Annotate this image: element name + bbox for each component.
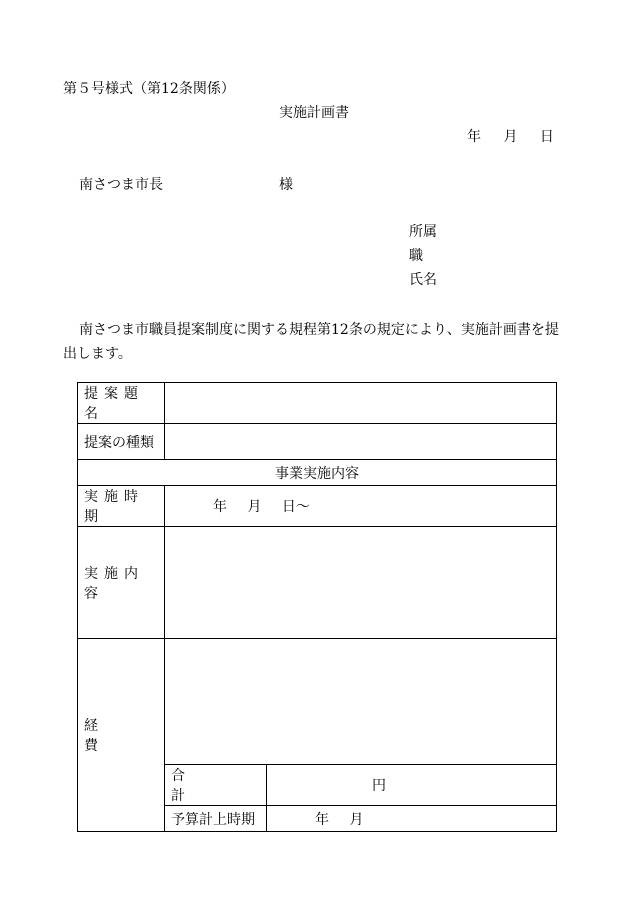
proposal-type-label: 提案の種類: [78, 424, 165, 460]
content-field[interactable]: [165, 527, 557, 639]
cost-row: [78, 639, 557, 765]
form-number: 第５号様式（第12条関係）: [63, 81, 235, 97]
affiliation-label: 所属: [409, 224, 437, 240]
cost-field[interactable]: [165, 639, 557, 765]
proposal-type-field[interactable]: [165, 424, 557, 460]
period-field[interactable]: 年 月 日～: [165, 486, 557, 527]
period-label: 実施時期: [78, 486, 165, 527]
content-row: [78, 527, 557, 639]
budget-field[interactable]: 年 月: [267, 806, 557, 832]
plan-table: [77, 382, 557, 832]
name-label: 氏名: [409, 272, 437, 288]
proposal-title-field[interactable]: [165, 383, 557, 424]
body-text: 南さつま市職員提案制度に関する規程第12条の規定により、実施計画書を提出します。: [63, 322, 559, 362]
proposal-title-row: [78, 383, 557, 424]
section-header-row: [78, 460, 557, 486]
cost-label: 経費: [78, 639, 165, 832]
total-field[interactable]: 円: [267, 765, 557, 806]
section-header: 事業実施内容: [78, 460, 557, 486]
content-label: 実施内容: [78, 527, 165, 639]
proposal-title-label: 提案題名: [78, 383, 165, 424]
position-label: 職: [409, 248, 423, 264]
addressee: 南さつま市長: [79, 177, 163, 193]
period-row: [78, 486, 557, 527]
honorific: 様: [279, 177, 293, 193]
total-label: 合計: [165, 765, 267, 806]
budget-label: 予算計上時期: [165, 806, 267, 832]
proposal-type-row: [78, 424, 557, 460]
date-line: 年 月 日: [467, 129, 554, 145]
document-title: 実施計画書: [279, 105, 349, 121]
